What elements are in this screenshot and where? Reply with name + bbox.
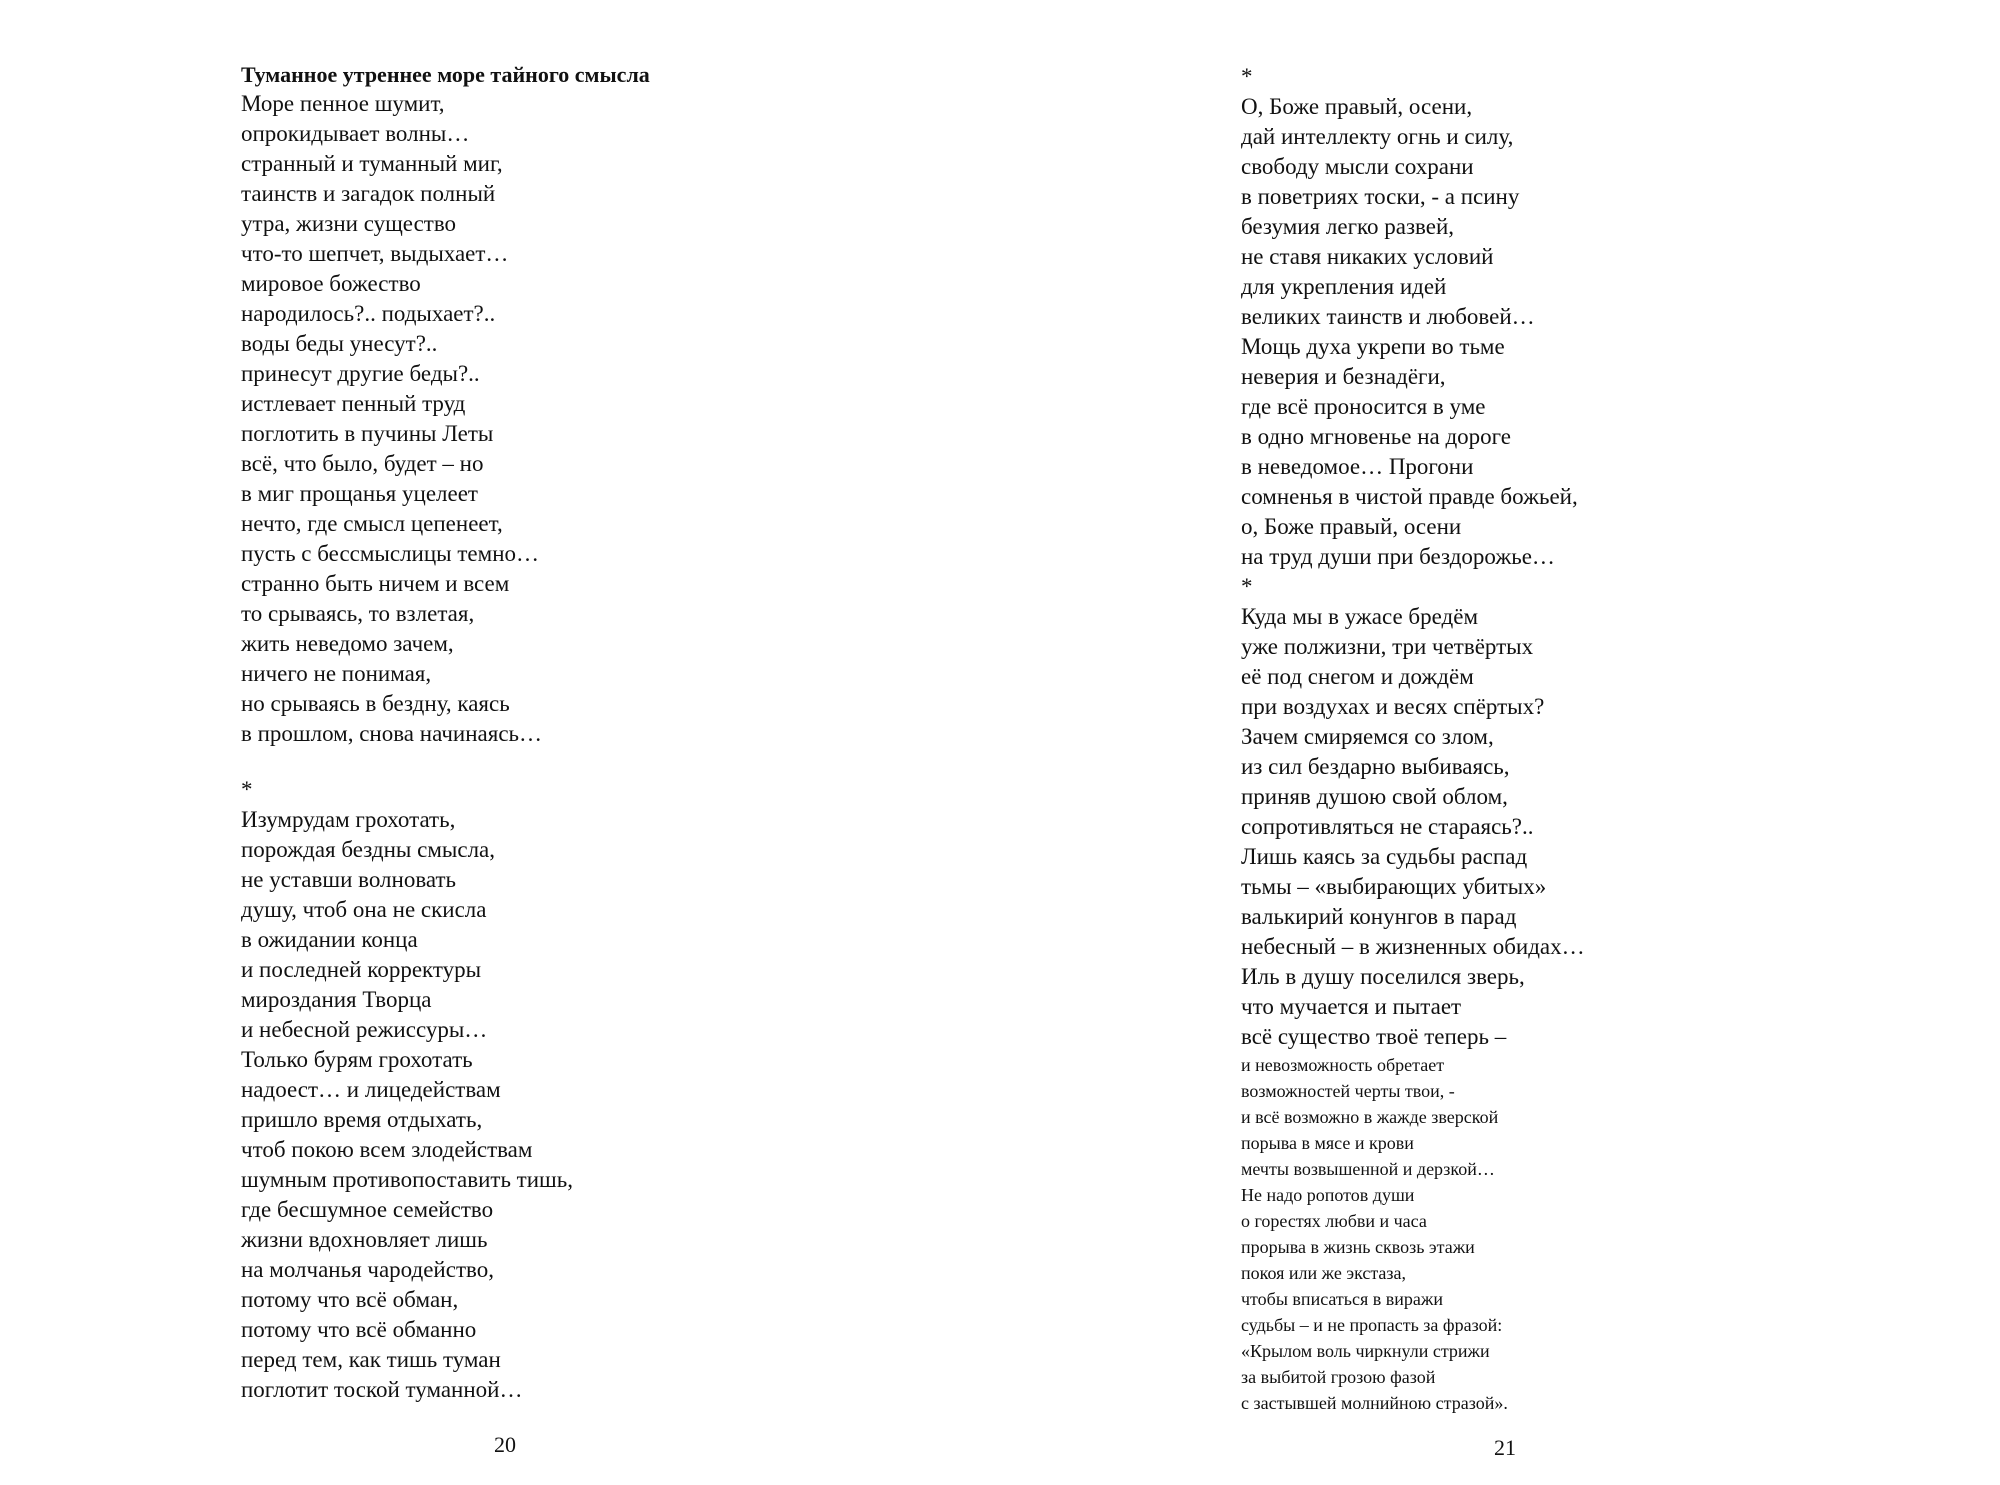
poem-line: принесут другие беды?..: [241, 361, 480, 386]
poem-line: Море пенное шумит,: [241, 91, 445, 116]
poem-line: где всё проносится в уме: [1241, 394, 1486, 419]
poem-line: но срываясь в бездну, каясь: [241, 691, 510, 716]
poem-line: в одно мгновенье на дороге: [1241, 424, 1512, 449]
poem-line: о, Боже правый, осени: [1241, 514, 1462, 539]
poem-line: в поветриях тоски, - а псину: [1241, 184, 1520, 209]
poem-line: мечты возвышенной и дерзкой…: [1241, 1159, 1495, 1179]
poem-line: на труд души при бездорожье…: [1241, 544, 1555, 569]
poem-line: Только бурям грохотать: [241, 1047, 473, 1072]
poem-line: Зачем смиряемся со злом,: [1241, 724, 1494, 749]
poem-line: душу, чтоб она не скисла: [241, 897, 487, 922]
poem-line: странный и туманный миг,: [241, 151, 503, 176]
poem-line: в ожидании конца: [241, 927, 418, 952]
poem-line: воды беды унесут?..: [241, 331, 438, 356]
poem-line: приняв душою свой облом,: [1241, 784, 1508, 809]
poem-line: неверия и безнадёги,: [1241, 364, 1446, 389]
poem-line: где бесшумное семейство: [241, 1197, 494, 1222]
poem-3: [1241, 92, 1585, 572]
poem-line: не ставя никаких условий: [1241, 244, 1494, 269]
poem-line: что-то шепчет, выдыхает…: [241, 241, 509, 266]
poem-line: ничего не понимая,: [241, 661, 432, 686]
poem-line: возможностей черты твои, -: [1241, 1081, 1455, 1101]
poem-separator: *: [1241, 64, 1253, 89]
poem-title: Туманное утреннее море тайного смысла: [241, 62, 650, 87]
poem-line: шумным противопоставить тишь,: [241, 1167, 573, 1192]
poem-line: о горестях любви и часа: [1241, 1211, 1427, 1231]
poem-line: Лишь каясь за судьбы распад: [1241, 844, 1528, 869]
right-text-column: [1241, 62, 1585, 1416]
poem-line: таинств и загадок полный: [241, 181, 496, 206]
poem-line: не уставши волновать: [241, 867, 457, 892]
poem-line: мироздания Творца: [241, 987, 432, 1012]
poem-line: прорыва в жизнь сквозь этажи: [1241, 1237, 1475, 1257]
poem-line: в прошлом, снова начинаясь…: [241, 721, 543, 746]
poem-4: [1241, 602, 1585, 1052]
poem-line: пришло время отдыхать,: [241, 1107, 483, 1132]
poem-line: небесный – в жизненных обидах…: [1241, 934, 1585, 959]
poem-line: безумия легко развей,: [1241, 214, 1455, 239]
poem-line: на молчанья чародейство,: [241, 1257, 494, 1282]
poem-line: покоя или же экстаза,: [1241, 1263, 1407, 1283]
poem-line: при воздухах и весях спёртых?: [1241, 694, 1545, 719]
poem-2: [241, 805, 650, 1405]
poem-line: для укрепления идей: [1241, 274, 1447, 299]
poem-line: уже полжизни, три четвёртых: [1241, 634, 1534, 659]
poem-line: её под снегом и дождём: [1241, 664, 1474, 689]
poem-line: чтобы вписаться в виражи: [1241, 1289, 1443, 1309]
poem-line: из сил бездарно выбиваясь,: [1241, 754, 1510, 779]
poem-line: жить неведомо зачем,: [241, 631, 454, 656]
poem-line: тьмы – «выбирающих убитых»: [1241, 874, 1547, 899]
poem-line: нечто, где смысл цепенеет,: [241, 511, 503, 536]
poem-separator: *: [1241, 574, 1253, 599]
poem-1: [241, 89, 650, 749]
poem-line: дай интеллекту огнь и силу,: [1241, 124, 1514, 149]
poem-line: надоест… и лицедействам: [241, 1077, 501, 1102]
poem-line: сомненья в чистой правде божьей,: [1241, 484, 1578, 509]
poem-line: за выбитой грозою фазой: [1241, 1367, 1436, 1387]
poem-line: всё существо твоё теперь –: [1241, 1024, 1507, 1049]
poem-line: то срываясь, то взлетая,: [241, 601, 475, 626]
poem-line: поглотит тоской туманной…: [241, 1377, 523, 1402]
poem-line: сопротивляться не стараясь?..: [1241, 814, 1534, 839]
poem-line: порождая бездны смысла,: [241, 837, 495, 862]
poem-line: чтоб покою всем злодействам: [241, 1137, 533, 1162]
poem-line: свободу мысли сохрани: [1241, 154, 1474, 179]
poem-line: странно быть ничем и всем: [241, 571, 510, 596]
poem-line: Не надо ропотов души: [1241, 1185, 1415, 1205]
poem-line: и последней корректуры: [241, 957, 482, 982]
poem-line: Мощь духа укрепи во тьме: [1241, 334, 1505, 359]
poem-line: и небесной режиссуры…: [241, 1017, 488, 1042]
poem-line: в неведомое… Прогони: [1241, 454, 1474, 479]
poem-line: всё, что было, будет – но: [241, 451, 484, 476]
page-number: 21: [1494, 1435, 1516, 1460]
poem-line: утра, жизни существо: [241, 211, 457, 236]
poem-line: потому что всё обман,: [241, 1287, 459, 1312]
poem-separator: *: [241, 777, 253, 802]
poem-line: «Крылом воль чиркнули стрижи: [1241, 1341, 1490, 1361]
poem-line: Изумрудам грохотать,: [241, 807, 456, 832]
poem-line: потому что всё обманно: [241, 1317, 477, 1342]
poem-line: истлевает пенный труд: [241, 391, 466, 416]
poem-line: великих таинств и любовей…: [1241, 304, 1535, 329]
left-text-column: [241, 60, 650, 1405]
poem-line: Куда мы в ужасе бредём: [1241, 604, 1479, 629]
poem-4-continued: [1241, 1052, 1585, 1416]
poem-line: пусть с бессмыслицы темно…: [241, 541, 540, 566]
poem-line: опрокидывает волны…: [241, 121, 470, 146]
poem-line: О, Боже правый, осени,: [1241, 94, 1473, 119]
poem-line: с застывшей молнийною стразой».: [1241, 1393, 1508, 1413]
page-number: 20: [494, 1432, 516, 1457]
poem-line: валькирий конунгов в парад: [1241, 904, 1517, 929]
poem-line: порыва в мясе и крови: [1241, 1133, 1414, 1153]
poem-line: и невозможность обретает: [1241, 1055, 1445, 1075]
poem-line: что мучается и пытает: [1241, 994, 1462, 1019]
right-page: [1000, 0, 2000, 1485]
poem-line: народилось?.. подыхает?..: [241, 301, 496, 326]
poem-line: жизни вдохновляет лишь: [241, 1227, 488, 1252]
poem-line: в миг прощанья уцелеет: [241, 481, 478, 506]
poem-line: и всё возможно в жажде зверской: [1241, 1107, 1499, 1127]
poem-line: поглотить в пучины Леты: [241, 421, 494, 446]
poem-line: мировое божество: [241, 271, 421, 296]
poem-line: Иль в душу поселился зверь,: [1241, 964, 1525, 989]
poem-line: судьбы – и не пропасть за фразой:: [1241, 1315, 1503, 1335]
poem-line: перед тем, как тишь туман: [241, 1347, 501, 1372]
